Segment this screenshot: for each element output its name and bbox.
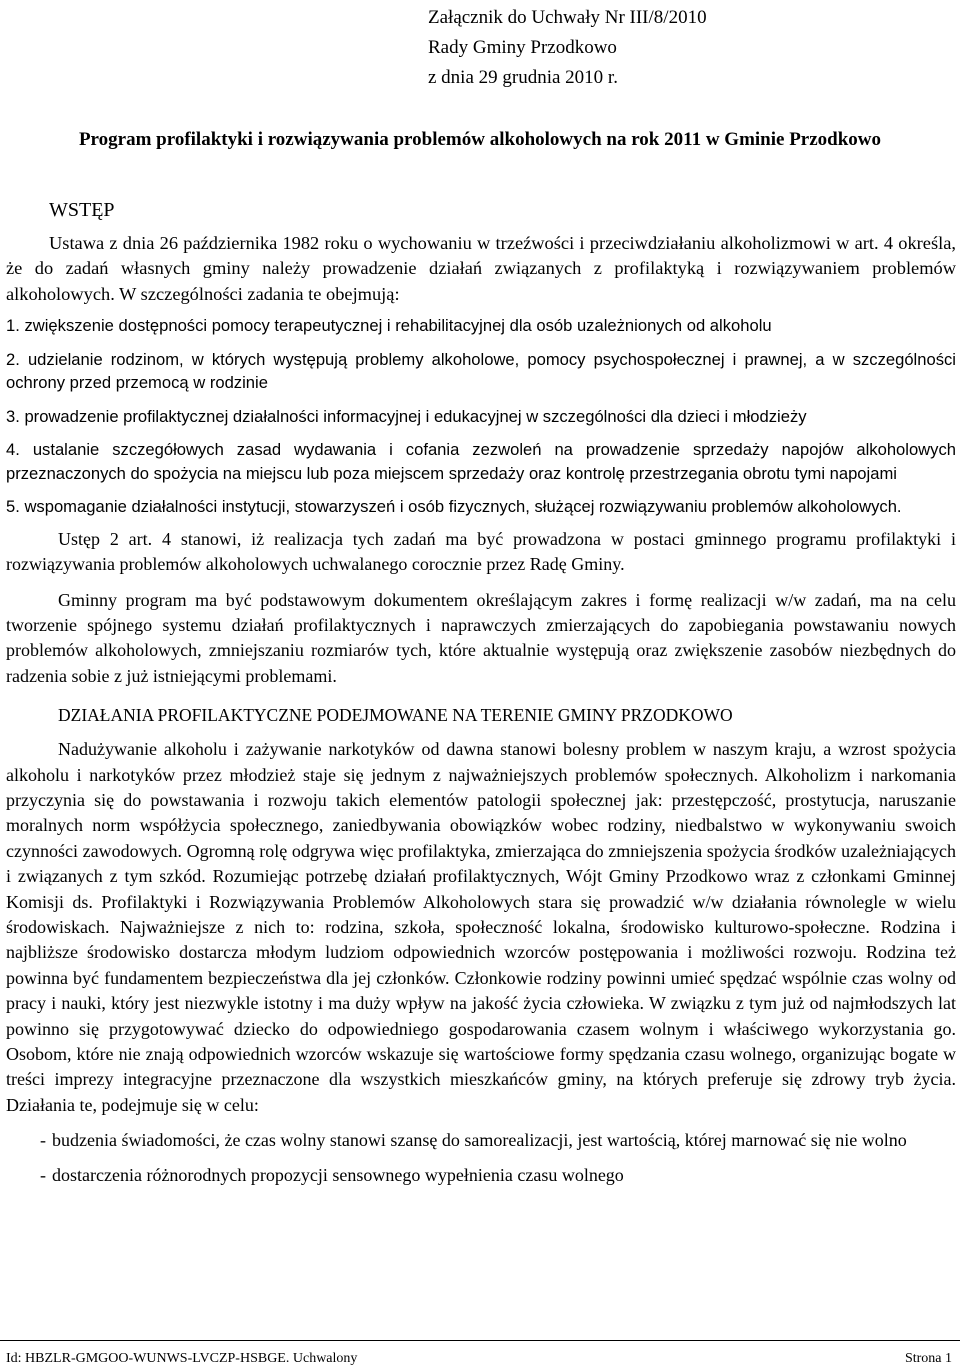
- annex-header: [428, 3, 707, 93]
- intro-heading: WSTĘP: [49, 199, 115, 221]
- document-body: [6, 197, 956, 1188]
- annex-line-2: Rady Gminy Przodkowo: [428, 37, 617, 58]
- intro-item-5: 5. wspomaganie działalności instytucji, stowarzyszeń i osób fizycznych, służącej rozwiązywaniu problemów alkoholowych.: [6, 497, 902, 517]
- section-heading: DZIAŁANIA PROFILAKTYCZNE PODEJMOWANE NA TERENIE GMINY PRZODKOWO: [58, 705, 733, 726]
- intro-paragraph-2: Ustęp 2 art. 4 stanowi, iż realizacja tych zadań ma być prowadzona w postaci gminnego programu profilaktyki i rozwiązywania problemów alkoholowych uchwalanego corocznie przez Radę Gminy.: [6, 528, 956, 575]
- intro-item-4: 4. ustalanie szczegółowych zasad wydawania i cofania zezwoleń na prowadzenie sprzedaży napojów alkoholowych przeznaczonych do spożycia na miejscu lub poza miejscem sprzedaży oraz kontrolę przestrzegania obrotu tymi napojami: [6, 440, 956, 483]
- section-paragraph: Nadużywanie alkoholu i zażywanie narkotyków od dawna stanowi bolesny problem w naszym kraju, a wzrost spożycia alkoholu i narkotyków przez młodzież staje się jednym z najważniejszych problemów społecznych. Alkoholizm i narkomania przyczynia się do powstawania i rozwoju takich elementów patologii społecznej jak: przestępczość, prostytucja, naruszanie moralnych norm współżycia społecznego, zaniedbywania obowiązków wobec rodziny, niedbalstwo w wykonywaniu swoich czynności zawodowych. Ogromną rolę odgrywa więc profilaktyka, zmierzająca do zmniejszenia spożycia środków uzależniających i związanych z tym szkód. Rozumiejąc potrzebę działań profilaktycznych, Wójt Gminy Przodkowo wraz z członkami Gminnej Komisji ds. Profilaktyki i Rozwiązywania Problemów Alkoholowych stara się prowadzić w/w działania równolegle w wielu środowiskach. Najważniejsze z nich to: rodzina, szkoła, społeczność lokalna, środowisko kulturowo-społeczne. Rodzina i najbliższe środowisko dostarcza młodym ludziom odpowiednich wzorców postępowania i możliwości rozwoju. Rodzina też powinna być fundamentem bezpieczeństwa dla jej członków. Członkowie rodziny powinni umieć spędzać wspólnie czas wolny od pracy i nauki, który jest niezwykle istotny i ma duży wpływ na jakość życia człowieka. W związku z tym już od najmłodszych lat powinno się przygotowywać dziecko do odpowiedniego gospodarowania czasem wolnym i właściwego wykorzystania go. Osobom, które nie znają odpowiednich wzorców wskazuje się wartościowe formy spędzania czasu wolnego, organizując bogate w treści imprezy integracyjne przeznaczone dla wszystkich mieszkańców gminy, na których preferuje się zdrowy tryb życia. Działania te, podejmuje się w celu:: [6, 739, 956, 1115]
- annex-line-3: z dnia 29 grudnia 2010 r.: [428, 67, 618, 88]
- intro-item-2: 2. udzielanie rodzinom, w których występują problemy alkoholowe, pomocy psychospołecznej i prawnej, a w szczególności ochrony przed przemocą w rodzinie: [6, 349, 956, 393]
- intro-item-3: 3. prowadzenie profilaktycznej działalności informacyjnej i edukacyjnej w szczególności dla dzieci i młodzieży: [6, 406, 807, 426]
- intro-item-1: 1. zwiększenie dostępności pomocy terapeutycznej i rehabilitacyjnej dla osób uzależnionych od alkoholu: [6, 316, 772, 336]
- bullet-text: budzenia świadomości, że czas wolny stanowi szansę do samorealizacji, jest wartością, której marnować się nie wolno: [52, 1130, 907, 1151]
- intro-paragraph: Ustawa z dnia 26 października 1982 roku o wychowaniu w trzeźwości i przeciwdziałaniu alkoholizmowi w art. 4 określa, że do zadań własnych gminy należy prowadzenie działań związanych z profilaktyką i rozwiązywaniem problemów alkoholowych. W szczególności zadania te obejmują:: [6, 233, 956, 304]
- page-footer: [0, 1340, 960, 1366]
- bullet-item: [6, 1163, 956, 1188]
- intro-paragraph-3: Gminny program ma być podstawowym dokumentem określającym zakres i formę realizacji w/w zadań, ma na celu tworzenie spójnego systemu działań profilaktycznych i naprawczych zmierzających do zapobiegania powstawaniu nowych problemów alkoholowych, zmniejszaniu rozmiarów tych, które aktualnie występują oraz zwiększenie zasobów niezbędnych do radzenia sobie z już istniejącymi problemami.: [6, 589, 956, 686]
- document-id: Id: HBZLR-GMGOO-WUNWS-LVCZP-HSBGE. Uchwalony: [6, 1351, 358, 1366]
- annex-line-1: Załącznik do Uchwały Nr III/8/2010: [428, 7, 707, 28]
- bullet-dash: -: [40, 1164, 46, 1185]
- bullet-text: dostarczenia różnorodnych propozycji sensownego wypełnienia czasu wolnego: [52, 1164, 624, 1185]
- page-number: Strona 1: [904, 1351, 952, 1366]
- bullet-item: [6, 1128, 956, 1153]
- bullet-dash: -: [40, 1130, 46, 1151]
- document-title: Program profilaktyki i rozwiązywania problemów alkoholowych na rok 2011 w Gminie Przodkowo: [78, 129, 882, 150]
